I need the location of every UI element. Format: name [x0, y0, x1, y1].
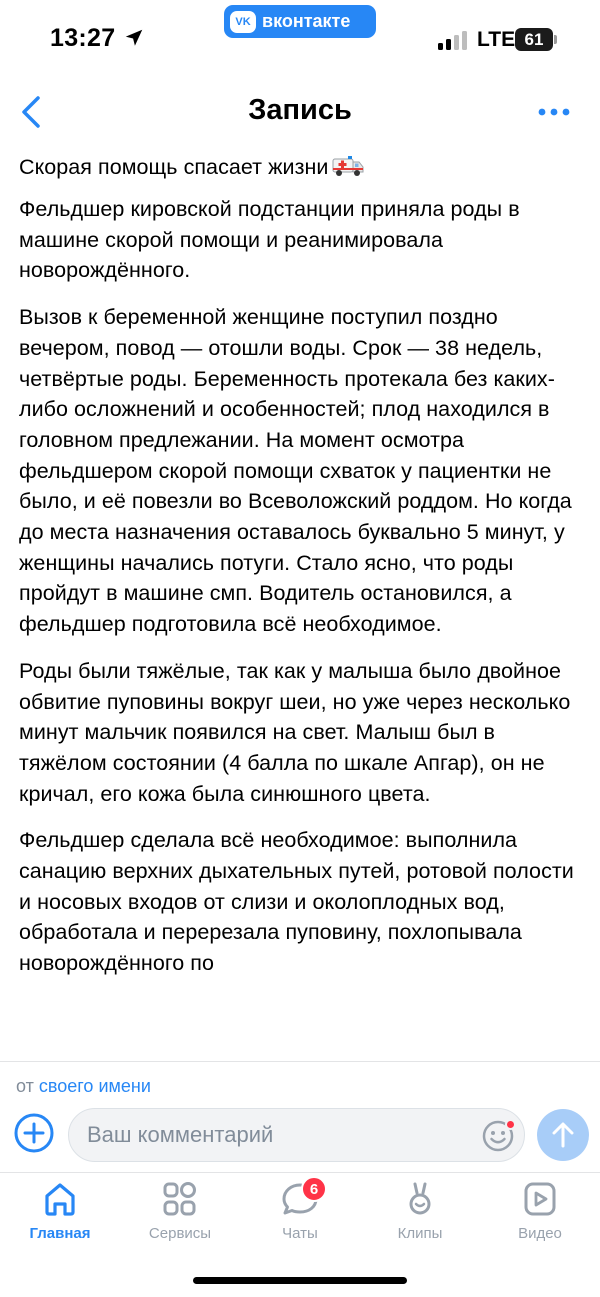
tab-label: Сервисы — [148, 1225, 212, 1242]
page-title: Запись — [248, 94, 352, 126]
home-icon — [40, 1179, 80, 1219]
tab-label: Главная — [29, 1225, 91, 1242]
tab-services[interactable] — [120, 1173, 240, 1253]
more-horizontal-icon — [538, 108, 570, 116]
comment-input-container — [68, 1108, 525, 1162]
ambulance-icon — [332, 154, 364, 178]
tab-video[interactable] — [480, 1173, 600, 1253]
arrow-up-icon — [550, 1121, 576, 1149]
content-fade — [0, 1045, 600, 1061]
send-button[interactable] — [537, 1109, 589, 1161]
comment-author-selector[interactable] — [16, 1076, 151, 1097]
post-content — [19, 152, 585, 1060]
status-time: 13:27 — [50, 24, 116, 52]
home-indicator — [193, 1277, 407, 1284]
network-type: LTE — [477, 28, 516, 51]
tab-chats[interactable] — [240, 1173, 360, 1253]
tab-label: Клипы — [397, 1225, 443, 1242]
app-return-label: вконтакте — [262, 11, 351, 31]
post-title-line — [19, 152, 585, 182]
more-button[interactable] — [532, 98, 576, 126]
tab-label: Видео — [518, 1225, 562, 1242]
comment-input[interactable] — [87, 1109, 467, 1161]
back-button[interactable] — [12, 92, 50, 132]
plus-circle-icon[interactable] — [13, 1112, 55, 1154]
chats-unread-badge: 6 — [301, 1176, 327, 1202]
status-bar — [0, 0, 600, 80]
vk-logo-icon: VK — [230, 11, 256, 33]
comment-divider — [0, 1061, 600, 1062]
tab-clips[interactable] — [360, 1173, 480, 1253]
from-prefix: от — [16, 1076, 34, 1096]
clips-icon — [400, 1179, 440, 1219]
post-paragraph: Фельдшер сделала всё необходимое: выполнила санацию верхних дыхательных путей, ротовой полости и носовых входов от слизи и околоплодных вод, обработала и перерезала пуповину, похлопывала новорождённого по — [19, 828, 574, 976]
battery-cap — [554, 35, 557, 44]
services-grid-icon — [160, 1179, 200, 1219]
tab-home[interactable] — [0, 1173, 120, 1253]
nav-header — [0, 80, 600, 142]
battery-level: 61 — [524, 29, 544, 49]
cellular-signal-icon — [438, 30, 470, 50]
post-paragraph: Роды были тяжёлые, так как у малыша было двойное обвитие пуповины вокруг шеи, но уже через несколько минут мальчик появился на свет. Малыш был в тяжёлом состоянии (4 балла по шкале Апгар), он не кричал, его кожа была синюшного цвета. — [19, 658, 571, 806]
app-return-pill[interactable] — [224, 5, 376, 38]
notification-dot — [505, 1119, 516, 1130]
tab-label: Чаты — [282, 1225, 318, 1242]
from-identity-link[interactable]: своего имени — [38, 1076, 151, 1096]
chevron-left-icon — [20, 95, 42, 129]
battery-icon — [515, 28, 553, 51]
post-paragraph: Фельдшер кировской подстанции приняла роды в машине скорой помощи и реанимировала новорождённого. — [19, 197, 520, 283]
video-play-icon — [520, 1179, 560, 1219]
post-paragraph: Вызов к беременной женщине поступил поздно вечером, повод — отошли воды. Срок — 38 недель, четвёртые роды. Беременность протекала без каких-либо осложнений и особенностей; плод находился в головном предлежании. На момент осмотра фельдшером скорой помощи схваток у пациентки не было, и её повезли во Всеволожский роддом. Но когда до места назначения оставалось буквально 5 минут, у женщины начались потуги. Стало ясно, что роды пройдут в машине смп. Водитель остановился, а фельдшер подготовила всё необходимое. — [19, 305, 572, 637]
post-title: Скорая помощь спасает жизни — [19, 155, 329, 179]
location-arrow-icon — [123, 27, 145, 49]
tab-bar — [0, 1173, 600, 1253]
